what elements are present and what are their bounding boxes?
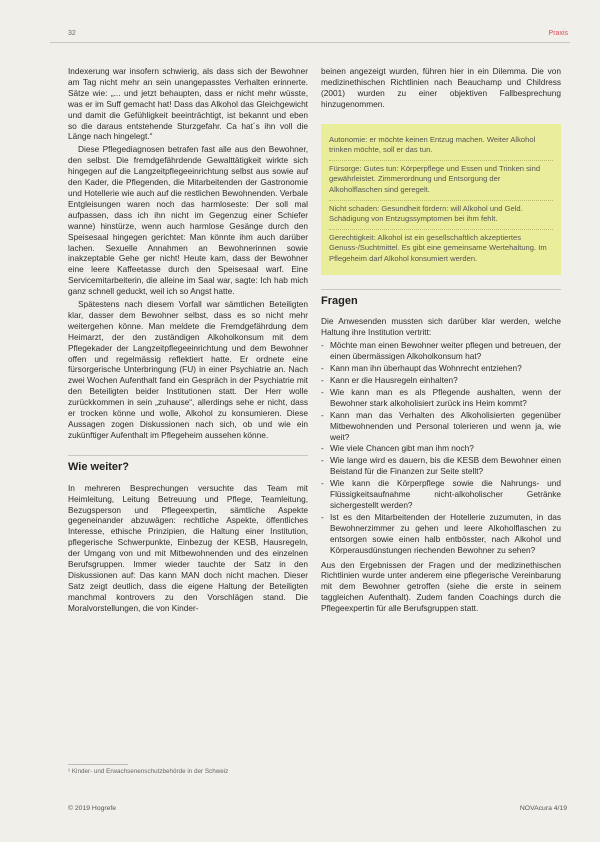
callout-autonomie: Autonomie: er möchte keinen Entzug machen. Weiter Alkohol trinken möchte, soll er das tun. (329, 132, 553, 161)
callout-nicht-schaden: Nicht schaden: Gesundheit fördern: will Alkohol und Geld. Schädigung von Entzugssymptomen bei ihm fehlt. (329, 201, 553, 230)
section-heading-fragen: Fragen (321, 289, 561, 307)
list-item: - Kann er die Hausregeln einhalten? (321, 375, 561, 386)
right-paragraph-final: Aus den Ergebnissen der Fragen und der medizinethischen Richtlinien wurde unter anderem eine pflegerische Vereinbarung mit dem Bewohner getroffen (siehe die erste in seinem taggleichen Aufenthalt). Zudem fanden Coachings durch die Pflegeexpertin für alle Berufsgruppen statt. (321, 559, 561, 614)
ethics-callout-box (321, 124, 561, 275)
list-item: - Wie kann die Körperpflege sowie die Nahrungs- und Flüssigkeitsaufnahme nicht-alkoholischer Getränke sichergestellt werden? (321, 478, 561, 511)
callout-gerechtigkeit: Gerechtigkeit: Alkohol ist ein gesellschaftlich akzeptiertes Genuss-/Suchtmittel. Es gibt eine gemeinsame Wertehaltung. Im Pflegeheim darf Alkohol konsumiert werden. (329, 232, 547, 263)
questions-list (321, 340, 561, 555)
footnote: ¹ Kinder- und Erwachsenenschutzbehörde in der Schweiz (68, 768, 229, 775)
footnote-rule (68, 764, 128, 765)
list-item: - Kann man das Verhalten des Alkoholisierten gegenüber Mitbewohnenden und Personal tolerieren und wenn ja, wie weit? (321, 410, 561, 443)
list-item: - Wie viele Chancen gibt man ihm noch? (321, 443, 561, 454)
list-item: - Kann man ihn überhaupt das Wohnrecht entziehen? (321, 363, 561, 374)
left-paragraph-3: Spätestens nach diesem Vorfall war sämtlichen Beteiligten klar, dasser dem Bewohner selbst, dass es so nicht mehr weitergehen könne. Man meldete die Fremdgefährdung dem Heimarzt, der den zuständigen Alkoholkonsum mit dem Pflegekader der Langzeitpflegeeinrichtung und dem Bewohner offen und regelmässig reflektiert hatte. Er ordnete eine fürsorgerische Unterbringung (FU) in einer Psychiatrie an. Nach zwei Wochen Aufenthalt fand ein Gespräch in der Psychiatrie mit den Beteiligten beider Institutionen statt. Der Herr wolle zurückkommen in sein „zuhause“, allerdings sehe er nicht, dass er trocken könne und wolle, Alkohol zu konsumieren. Diese Aussagen zogen Diskussionen nach sich, ob und wie ein zukünftiger Aufenthalt im Pflegeheim aussehen könne. (68, 299, 308, 440)
right-column (321, 66, 561, 616)
left-paragraph-2: Diese Pflegediagnosen betrafen fast alle aus den Bewohner, den selbst. Die fremdgefährdende Gewalttätigkeit wirkte sich hingegen auf die Langzeitpflegeeinrichtung selbst aus sowie auf den Kader, die Pflegenden, die Mitarbeitenden der Gastronomie und Hotellerie wie auch auf die restlichen Bewohnenden. Verbale Entgleisungen waren noch das harmloseste: Der soll mal aufpassen, dass ich ihn nicht im Gegenzug einer Schiefer wanne) hinstürze, wenn auch harmlose Gesänge durch den Speisesaal hingegen gerichtet: Man könnte ihm auch darüber lachen. Sexuelle Annahmen an Bewohnerinnen sowie inakzeptable Gehe ger nicht! Heute kam, dass der Bewohner eine leere Kaffeetasse durch den Speisesaal warf. Eine Servicemitarbeiterin, die alleine im Saal war, sagte: Ich hab mich ganz schnell geduckt, weil ich so Angst hatte. (68, 144, 308, 297)
questions-intro: Die Anwesenden mussten sich darüber klar werden, welche Haltung ihre Institution vertritt: (321, 316, 561, 338)
left-paragraph-1: Indexerung war insofern schwierig, als dass sich der Bewohner am Tag nicht mehr an sein unangepasstes Verhalten erinnerte. Sätze wie: „... und jetzt behaupten, dass er nicht mehr wüsste, was er im Suff gemacht hat! Dass das Alkohol das Gleichgewicht und damit die Gefühligkeit beeinträchtigt, ist bekannt und eben so die daraus entstehende Sturzgefahr. Ca hat´s ihn voll die Länge nach hingelegt.“ (68, 66, 308, 142)
list-item: - Möchte man einen Bewohner weiter pflegen und betreuen, der einen übermässigen Alkoholkonsum hat? (321, 340, 561, 362)
footer-copyright: © 2019 Hogrefe (68, 805, 117, 812)
footer-issue: NOVAcura 4/19 (519, 805, 567, 812)
section-heading-wie-weiter: Wie weiter? (68, 455, 308, 473)
list-item: - Wie kann man es als Pflegende aushalten, wenn der Bewohner stark alkoholisiert zurück ins Heim kommt? (321, 387, 561, 409)
callout-fuersorge: Fürsorge: Gutes tun: Körperpflege und Essen und Trinken sind gewährleistet. Zimmerordnung und Entsorgung der Alkoholflaschen sind geregelt. (329, 161, 553, 201)
header-rule (50, 42, 570, 43)
section-header-label: Praxis (548, 30, 568, 37)
right-paragraph-1: beinen angezeigt wurden, führen hier in ein Dilemma. Die von medizinethischen Richtlinien nach Beauchamp und Childress (2001) wurden zu einer objektiven Fallbesprechung hinzugenommen. (321, 66, 561, 109)
list-item: - Wie lange wird es dauern, bis die KESB dem Bewohner einen Beistand für die Finanzen zur Seite stellt? (321, 455, 561, 477)
left-paragraph-4: In mehreren Besprechungen versuchte das Team mit Heimleitung, Leitung Betreuung und Pflege, Teamleitung, Bezugsperson und Pflegeexpertin, sämtliche Aspekte gegeneinander abzuwägen: rechtliche Aspekte, öffentliches Interesse, ethische Prinzipien, die Haltung einer Institution, pflegerische Schwerpunkte, Einbezug der KESB, Hausregeln, der Umgang von und mit Mitbewohnenden und des einzelnen Berufsgruppen. Immer wieder tauchte der Satz in den Diskussionen auf: Das kann MAN doch nicht machen. Dieser Satz zeigt deutlich, dass die eigene Haltung der Beteiligten manchmal kontrovers zu den Vorschlägen stand. Die Moralvorstellungen, die von Kinder- (68, 482, 308, 613)
page-number: 32 (68, 30, 76, 37)
list-item: - Ist es den Mitarbeitenden der Hotellerie zuzumuten, in das Bewohnerzimmer zu gehen und leere Alkoholflaschen zu entsorgen sowie einen halb entbösster, nach Alkohol und Körperausdünstungen riechenden Bewohner zu sehen? (321, 512, 561, 556)
left-column (68, 66, 308, 616)
